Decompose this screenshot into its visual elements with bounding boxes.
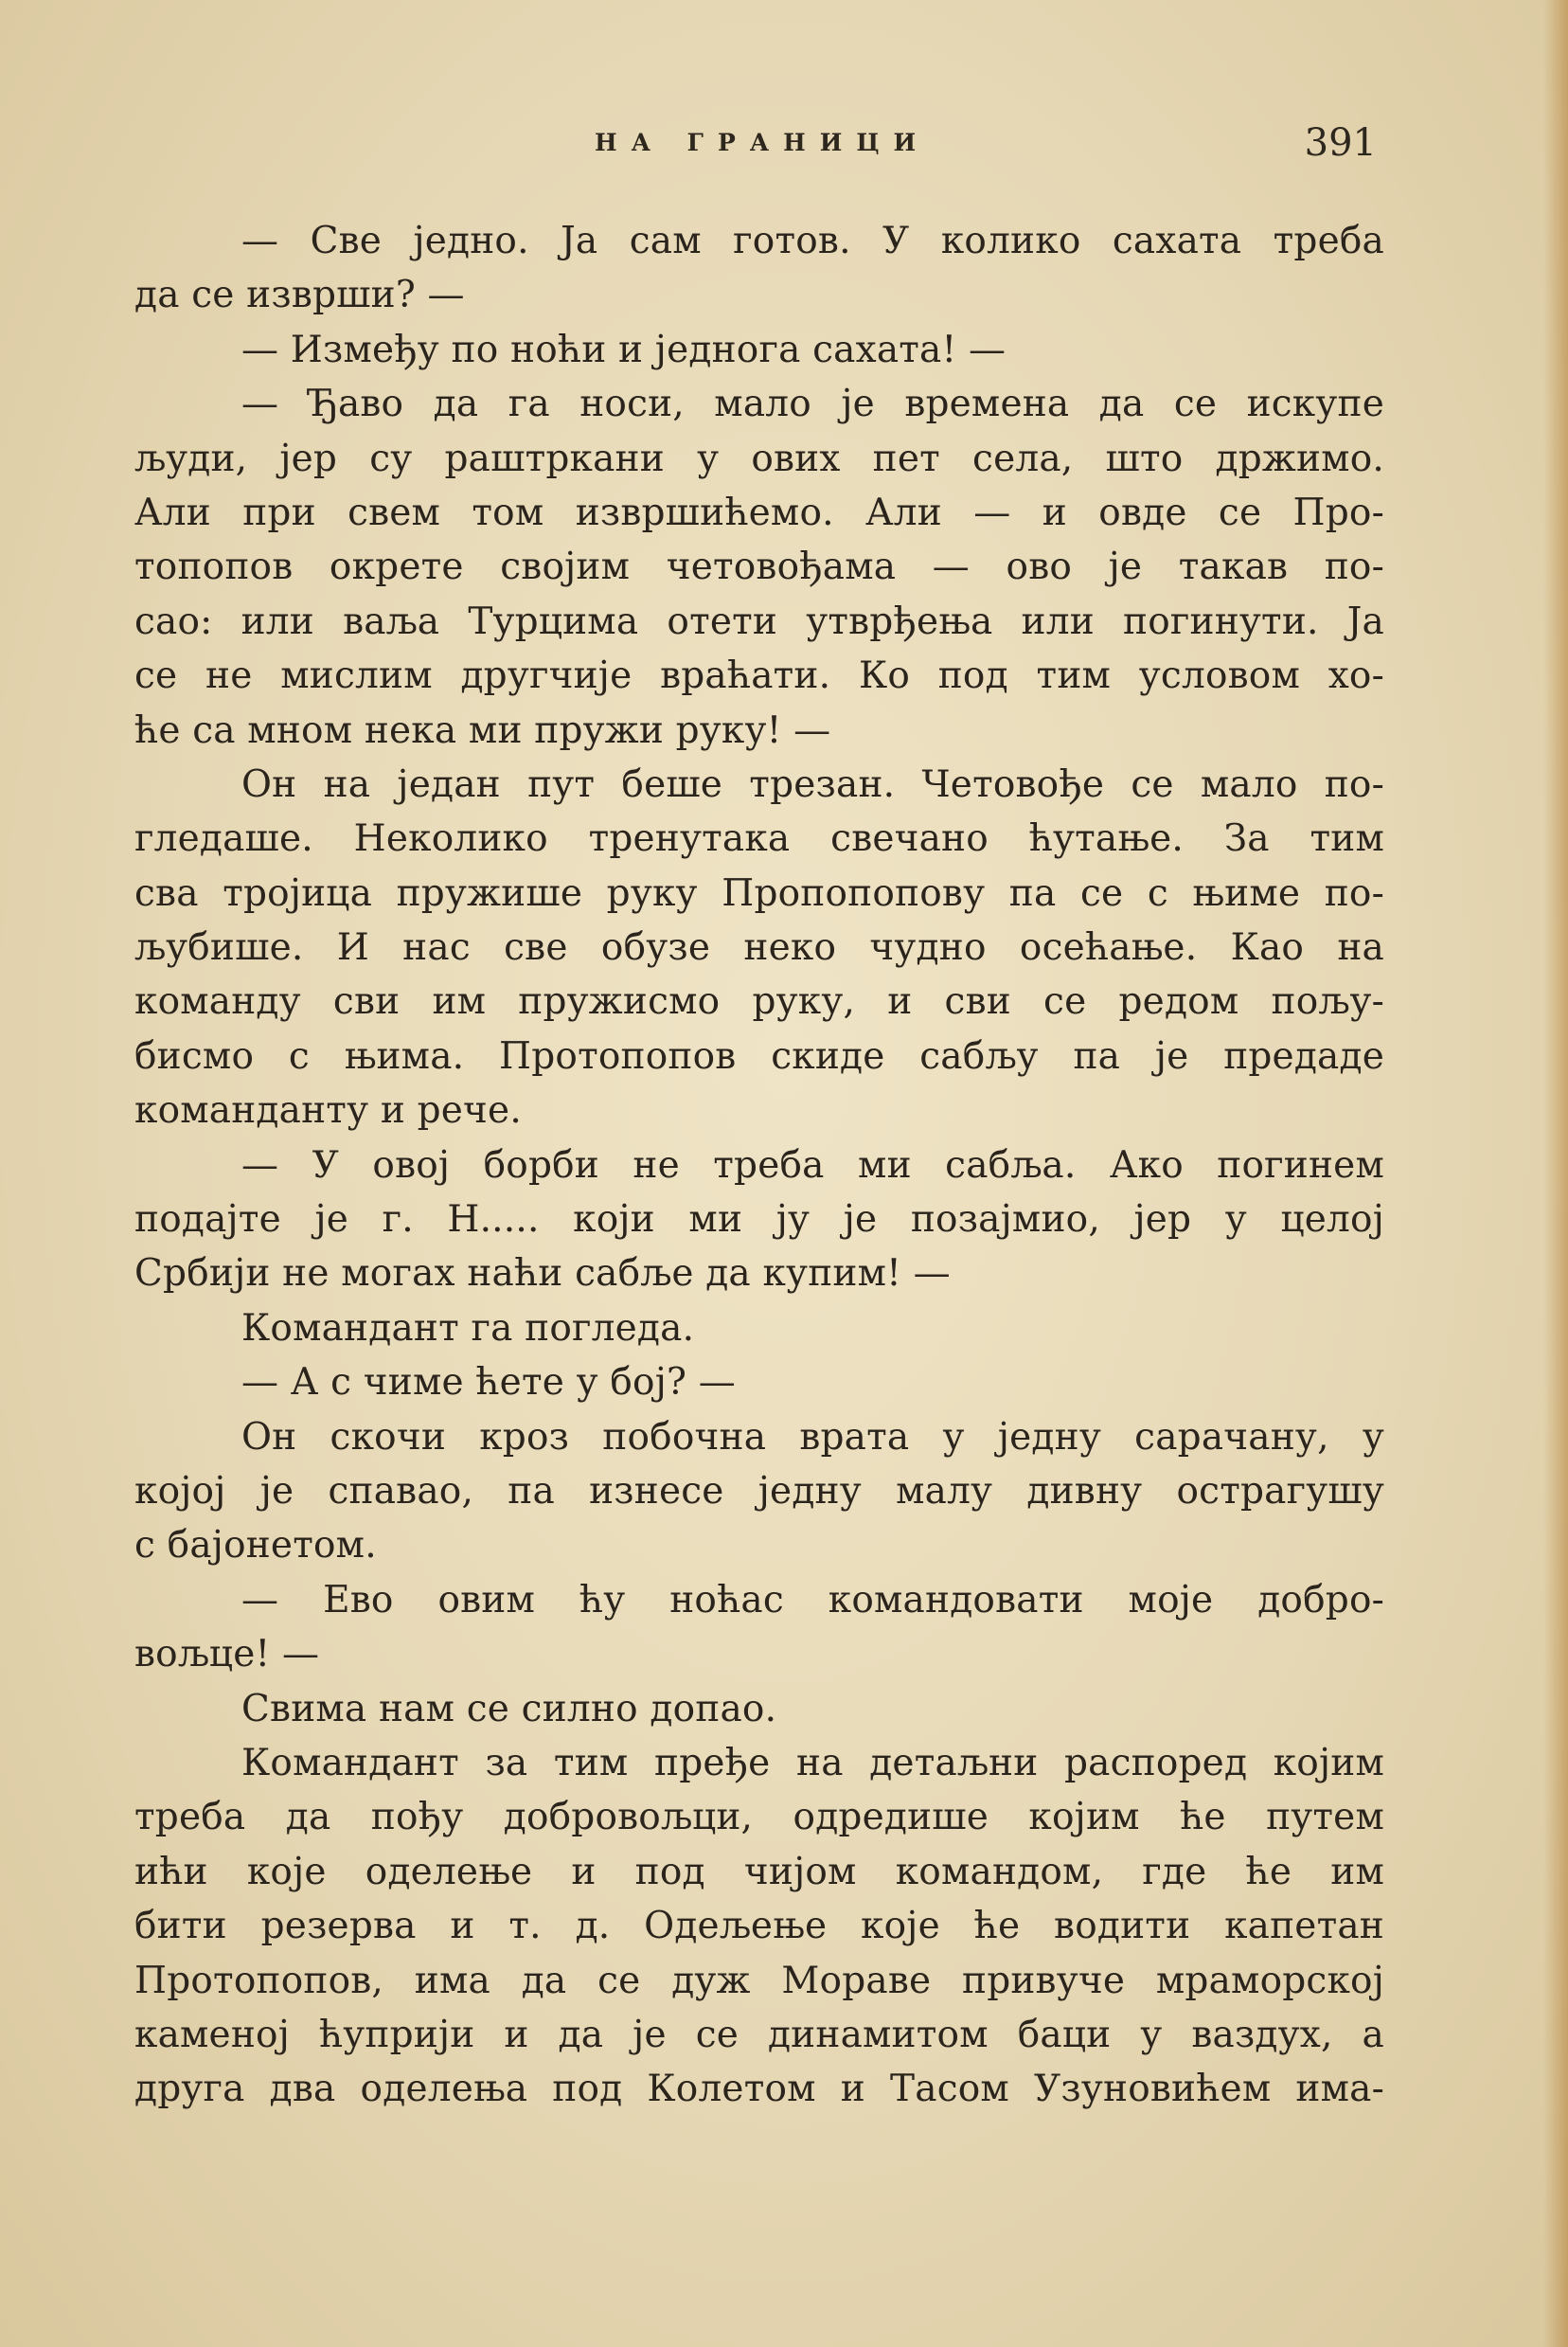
text-line: да се изврши? — [134, 274, 465, 317]
text-line: с бајонетом. [134, 1524, 377, 1568]
text-line: бисмо с њима. Протопопов скиде сабљу па је предаде [134, 1034, 1384, 1078]
text-line: — Ево овим ћу ноћас командовати моје добро- [241, 1578, 1384, 1621]
text-line: треба да пођу добровољци, одредише којим ће путем [134, 1796, 1384, 1839]
text-line: сао: или ваља Турцима отети утврђења или погинути. Ја [134, 600, 1384, 643]
page-header [0, 121, 1568, 169]
text-line: ићи које оделење и под чијом командом, где ће им [134, 1850, 1384, 1893]
text-line: подајте је г. Н..... који ми ју је позајмио, јер у целој [134, 1198, 1384, 1242]
text-line: ће са мном нека ми пружи руку! — [134, 708, 831, 752]
text-line: Свима нам се силно допао. [241, 1687, 777, 1730]
text-line: Али при свем том извршићемо. Али — и овде се Про- [134, 491, 1384, 534]
text-line: бити резерва и т. д. Одељење које ће водити капетан [134, 1905, 1384, 1948]
text-line: Командант га погледа. [241, 1306, 695, 1350]
text-line: команданту и рече. [134, 1089, 522, 1133]
body-text [134, 214, 1384, 2117]
text-line: Србији не могах наћи сабље да купим! — [134, 1252, 951, 1296]
text-line: Протопопов, има да се дуж Мораве привуче мраморској [134, 1959, 1384, 2002]
page-number: 391 [1304, 121, 1377, 165]
text-line: којој је спавао, па изнесе једну малу дивну острагушу [134, 1469, 1384, 1513]
text-line: — Све једно. Ја сам готов. У колико сахата треба [241, 220, 1384, 262]
text-line: Он на један пут беше трезан. Четовође се мало по- [241, 762, 1384, 806]
text-line: вољце! — [134, 1633, 320, 1676]
text-line: се не мислим другчије враћати. Ко под тим условом хо- [134, 654, 1384, 698]
text-line: љубише. И нас све обузе неко чудно осећање. Као на [134, 926, 1384, 970]
text-line: гледаше. Неколико тренутака свечано ћутање. За тим [134, 817, 1384, 861]
text-line: Он скочи кроз побочна врата у једну сарачану, у [241, 1415, 1384, 1459]
page-edge-stain [1543, 0, 1568, 2347]
text-line: људи, јер су раштркани у ових пет села, што држимо. [134, 437, 1384, 480]
text-line: Командант за тим пређе на детаљни распоред којим [241, 1741, 1384, 1784]
running-title: НА ГРАНИЦИ [595, 129, 931, 156]
text-line: — Ђаво да га носи, мало је времена да се искупе [241, 383, 1384, 426]
text-line: каменој ћуприји и да је се динамитом баци у ваздух, а [134, 2013, 1384, 2056]
text-line: — А с чиме ћете у бој? — [241, 1361, 736, 1405]
text-line: друга два оделења под Колетом и Тасом Узуновићем има- [134, 2068, 1384, 2111]
text-line: команду сви им пружисмо руку, и сви се редом пољу- [134, 980, 1384, 1024]
text-line: сва тројица пружише руку Пропопопову па се с њиме по- [134, 871, 1384, 915]
text-line: топопов окрете својим четовођама — ово је такав по- [134, 546, 1384, 589]
text-line: — Између по ноћи и једнога сахата! — [241, 328, 1007, 371]
text-line: — У овој борби не треба ми сабља. Ако погинем [241, 1143, 1384, 1187]
